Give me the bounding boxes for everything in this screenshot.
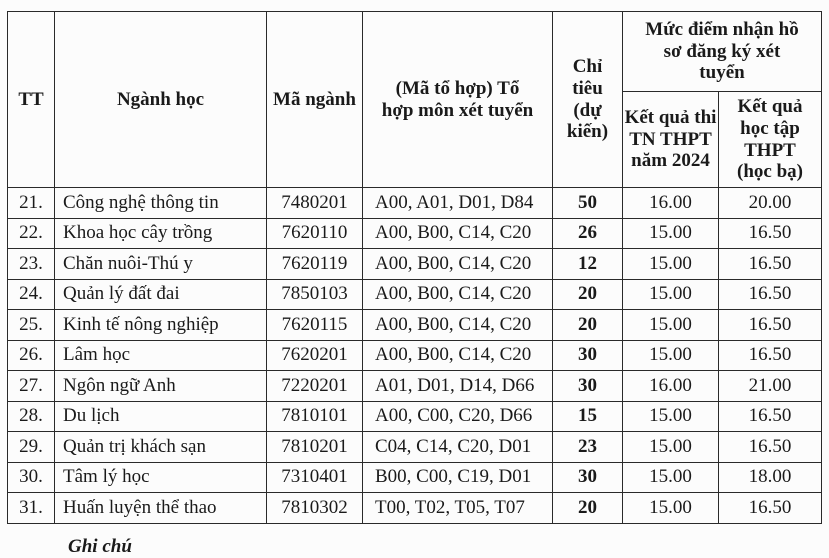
subject-combination: A00, B00, C14, C20: [363, 310, 553, 341]
score-exam: 15.00: [623, 310, 719, 341]
major-code: 7480201: [267, 188, 363, 219]
major-code: 7620115: [267, 310, 363, 341]
table-row: [8, 249, 822, 280]
score-exam: 15.00: [623, 340, 719, 371]
quota: 30: [553, 462, 623, 493]
row-number: 30.: [8, 462, 55, 493]
subject-combination: A00, B00, C14, C20: [363, 218, 553, 249]
quota: 20: [553, 493, 623, 524]
table-row: [8, 218, 822, 249]
subject-combination: B00, C00, C19, D01: [363, 462, 553, 493]
quota: 26: [553, 218, 623, 249]
major-code: 7810201: [267, 432, 363, 463]
subject-combination: C04, C14, C20, D01: [363, 432, 553, 463]
table-row: [8, 432, 822, 463]
footnote-label: Ghi chú: [68, 536, 132, 557]
row-number: 27.: [8, 371, 55, 402]
row-number: 21.: [8, 188, 55, 219]
table-row: [8, 462, 822, 493]
major-code: 7810302: [267, 493, 363, 524]
quota: 12: [553, 249, 623, 280]
score-exam: 15.00: [623, 218, 719, 249]
score-exam: 15.00: [623, 279, 719, 310]
score-exam: 15.00: [623, 432, 719, 463]
major-name: Kinh tế nông nghiệp: [55, 310, 267, 341]
score-transcript: 16.50: [719, 310, 822, 341]
quota: 30: [553, 340, 623, 371]
quota: 50: [553, 188, 623, 219]
table-row: [8, 401, 822, 432]
score-transcript: 16.50: [719, 279, 822, 310]
score-exam: 15.00: [623, 249, 719, 280]
major-name: Lâm học: [55, 340, 267, 371]
score-transcript: 20.00: [719, 188, 822, 219]
score-transcript: 16.50: [719, 340, 822, 371]
subject-combination: T00, T02, T05, T07: [363, 493, 553, 524]
score-exam: 16.00: [623, 188, 719, 219]
quota: 30: [553, 371, 623, 402]
score-transcript: 16.50: [719, 401, 822, 432]
subject-combination: A00, A01, D01, D84: [363, 188, 553, 219]
major-code: 7850103: [267, 279, 363, 310]
header-major: Ngành học: [55, 12, 267, 188]
major-code: 7620119: [267, 249, 363, 280]
major-code: 7310401: [267, 462, 363, 493]
header-score-transcript: Kết quả học tập THPT (học bạ): [719, 92, 822, 188]
table-row: [8, 340, 822, 371]
major-name: Quản lý đất đai: [55, 279, 267, 310]
table-row: [8, 310, 822, 341]
row-number: 24.: [8, 279, 55, 310]
major-code: 7810101: [267, 401, 363, 432]
major-code: 7620201: [267, 340, 363, 371]
header-quota: Chỉ tiêu (dự kiến): [553, 12, 623, 188]
major-name: Chăn nuôi-Thú y: [55, 249, 267, 280]
subject-combination: A00, C00, C20, D66: [363, 401, 553, 432]
score-exam: 15.00: [623, 401, 719, 432]
score-exam: 15.00: [623, 493, 719, 524]
major-name: Huấn luyện thể thao: [55, 493, 267, 524]
score-transcript: 16.50: [719, 432, 822, 463]
score-exam: 16.00: [623, 371, 719, 402]
row-number: 31.: [8, 493, 55, 524]
header-combo: (Mã tổ hợp) Tổ hợp môn xét tuyển: [363, 12, 553, 188]
header-code: Mã ngành: [267, 12, 363, 188]
subject-combination: A00, B00, C14, C20: [363, 279, 553, 310]
major-name: Tâm lý học: [55, 462, 267, 493]
header-score-exam: Kết quả thi TN THPT năm 2024: [623, 92, 719, 188]
score-transcript: 16.50: [719, 218, 822, 249]
major-name: Khoa học cây trồng: [55, 218, 267, 249]
header-score-group: Mức điểm nhận hồ sơ đăng ký xét tuyển: [623, 12, 822, 92]
score-transcript: 16.50: [719, 493, 822, 524]
major-name: Công nghệ thông tin: [55, 188, 267, 219]
row-number: 28.: [8, 401, 55, 432]
score-transcript: 21.00: [719, 371, 822, 402]
score-transcript: 18.00: [719, 462, 822, 493]
header-tt: TT: [8, 12, 55, 188]
major-name: Ngôn ngữ Anh: [55, 371, 267, 402]
quota: 20: [553, 279, 623, 310]
score-transcript: 16.50: [719, 249, 822, 280]
table-row: [8, 279, 822, 310]
subject-combination: A00, B00, C14, C20: [363, 249, 553, 280]
major-name: Quản trị khách sạn: [55, 432, 267, 463]
subject-combination: A00, B00, C14, C20: [363, 340, 553, 371]
quota: 23: [553, 432, 623, 463]
table-row: [8, 371, 822, 402]
subject-combination: A01, D01, D14, D66: [363, 371, 553, 402]
row-number: 23.: [8, 249, 55, 280]
major-name: Du lịch: [55, 401, 267, 432]
row-number: 22.: [8, 218, 55, 249]
row-number: 25.: [8, 310, 55, 341]
major-code: 7220201: [267, 371, 363, 402]
table-row: [8, 188, 822, 219]
table-row: [8, 493, 822, 524]
quota: 15: [553, 401, 623, 432]
quota: 20: [553, 310, 623, 341]
row-number: 29.: [8, 432, 55, 463]
row-number: 26.: [8, 340, 55, 371]
major-code: 7620110: [267, 218, 363, 249]
admission-score-table: [7, 11, 822, 524]
score-exam: 15.00: [623, 462, 719, 493]
